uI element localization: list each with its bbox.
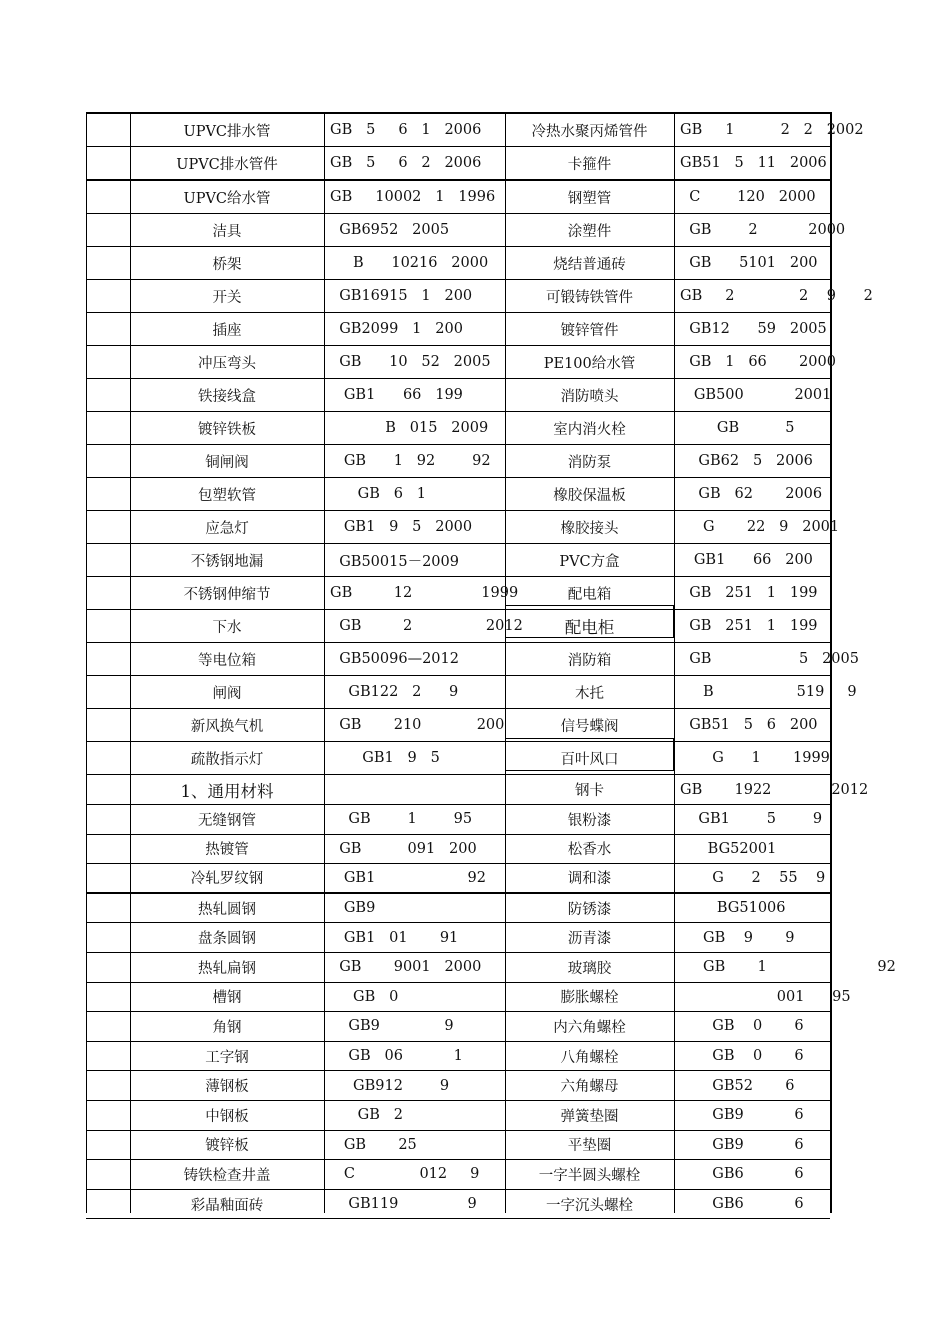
standard-code-cell: GB500 2001	[680, 387, 832, 403]
material-name-cell: 镀锌板	[205, 1138, 249, 1155]
standard-code-cell: GB 12 1999	[330, 585, 519, 601]
standard-code-cell: GB1 66 200	[680, 552, 813, 568]
material-name-cell: 消防喷头	[560, 388, 619, 405]
material-name-cell: 中钢板	[205, 1108, 249, 1125]
standard-code-cell: GB 1 92 92	[330, 453, 491, 469]
material-name-cell: 镀锌管件	[560, 322, 619, 339]
standard-code-cell: GB 5101 200	[680, 255, 818, 271]
material-name-cell: 一字沉头螺栓	[546, 1197, 633, 1214]
material-name-cell: 可锻铸铁管件	[546, 289, 633, 306]
material-name-cell: 热轧圆钢	[198, 901, 256, 918]
table-row	[86, 1101, 830, 1131]
material-name-cell: 铜闸阀	[205, 454, 249, 471]
standards-table	[86, 112, 896, 1214]
standard-code-cell: GB50015－2009	[330, 553, 459, 570]
material-name-cell: 不锈钢地漏	[190, 553, 264, 570]
material-name-cell: 铸铁检查井盖	[183, 1167, 271, 1184]
table-row	[86, 923, 830, 953]
table-row	[86, 147, 830, 181]
table-row	[86, 214, 846, 247]
material-name-cell: 等电位箱	[198, 652, 256, 669]
standard-code-cell: GB122 2 9	[330, 684, 459, 700]
standard-code-cell: G 22 9 2001	[680, 519, 840, 535]
standard-code-cell: GB 1922 2012	[680, 781, 869, 798]
standard-code-cell	[324, 775, 505, 804]
material-name-cell: 1、通用材料	[180, 781, 274, 801]
standard-code-cell: B 10216 2000	[330, 255, 489, 271]
material-name-cell: 消防泵	[567, 454, 612, 471]
material-name-cell: 配电柜	[564, 618, 615, 637]
standard-code-cell: GB 5 6 1 2006	[330, 122, 482, 138]
table-row	[86, 894, 830, 924]
standard-code-cell: GB 0	[330, 988, 399, 1005]
table-row	[86, 676, 857, 709]
standard-code-cell: GB 251 1 199	[680, 618, 818, 634]
standard-code-cell: GB2099 1 200	[330, 321, 463, 337]
standard-code-cell: GB 6 1	[330, 486, 426, 502]
material-name-cell: 闸阀	[212, 685, 242, 702]
material-name-cell: 薄钢板	[205, 1079, 249, 1096]
standard-code-cell: GB119 9	[330, 1196, 477, 1213]
standard-code-cell: GB1 9 5	[330, 750, 440, 766]
material-name-cell: 信号蝶阀	[560, 718, 619, 735]
table-row	[86, 313, 830, 346]
standard-code-cell: GB 25	[330, 1136, 417, 1153]
table-row	[86, 742, 830, 775]
standard-code-cell: GB912 9	[330, 1077, 450, 1094]
table-row	[86, 445, 830, 478]
material-name-cell: 新风换气机	[190, 718, 264, 735]
material-name-cell: 调和漆	[567, 871, 612, 888]
material-name-cell: 涂塑件	[567, 223, 612, 240]
standard-code-cell: G 1 1999	[680, 750, 830, 766]
table-row	[86, 478, 830, 511]
material-name-cell: 室内消火栓	[553, 421, 626, 438]
standard-code-cell: GB 1 95	[330, 811, 473, 828]
material-name-cell: 木托	[575, 685, 604, 702]
material-name-cell: 无缝钢管	[198, 812, 256, 829]
material-name-cell: UPVC排水管件	[176, 156, 278, 173]
material-name-cell: 沥青漆	[567, 931, 612, 948]
material-name-cell: 内六角螺栓	[553, 1019, 626, 1036]
material-name-cell: PVC方盒	[559, 553, 620, 570]
standard-code-cell: GB51 5 11 2006	[680, 155, 827, 171]
material-name-cell: 洁具	[212, 223, 242, 240]
material-name-cell: 应急灯	[205, 520, 249, 537]
standard-code-cell: C 012 9	[330, 1166, 480, 1183]
standard-code-cell: GB 091 200	[330, 840, 477, 857]
table-row	[86, 1160, 830, 1190]
material-name-cell: 不锈钢伸缩节	[183, 586, 271, 603]
material-name-cell: 一字半圆头螺栓	[538, 1167, 641, 1184]
material-name-cell: 防锈漆	[567, 901, 612, 918]
table-row	[86, 181, 830, 214]
standard-code-cell: GB 2	[330, 1107, 403, 1124]
standard-code-cell: G 2 55 9	[680, 869, 826, 886]
standard-code-cell: GB 1 92	[680, 959, 896, 976]
table-row	[86, 346, 836, 379]
material-name-cell: 百叶风口	[560, 751, 619, 768]
standard-code-cell: GB 0 6	[680, 1048, 804, 1065]
material-name-cell: 橡胶接头	[560, 520, 619, 537]
standard-code-cell: GB6952 2005	[330, 222, 450, 238]
standard-code-cell: GB 10002 1 1996	[330, 189, 496, 205]
standard-code-cell: GB9 6	[680, 1107, 804, 1124]
material-name-cell: UPVC排水管	[183, 123, 271, 140]
standard-code-cell: GB9 9	[330, 1018, 454, 1035]
standard-code-cell: GB 5	[680, 420, 795, 436]
material-name-cell: UPVC给水管	[183, 190, 271, 207]
table-row	[86, 864, 830, 894]
material-name-cell: 铁接线盒	[198, 388, 256, 405]
material-name-cell: 冷热水聚丙烯管件	[531, 123, 648, 140]
table-row	[86, 835, 830, 865]
material-name-cell: 盘条圆钢	[198, 931, 256, 948]
standard-code-cell: 001 95	[680, 988, 851, 1005]
table-row	[86, 114, 864, 147]
standard-code-cell: GB 210 200	[330, 717, 505, 733]
material-name-cell: 槽钢	[212, 990, 242, 1007]
standard-code-cell: GB 2 2000	[680, 222, 846, 238]
table-row	[86, 610, 830, 643]
standard-code-cell: GB16915 1 200	[330, 288, 473, 304]
standard-code-cell: GB9	[330, 900, 376, 917]
standard-code-cell: GB 2 2012	[330, 618, 523, 634]
material-name-cell: 烧结普通砖	[553, 256, 626, 273]
table-row	[86, 1190, 830, 1220]
material-name-cell: 热镀管	[205, 842, 249, 859]
table-row	[86, 775, 869, 805]
table-row	[86, 412, 830, 445]
table-row	[86, 1131, 830, 1161]
material-name-cell: 卡箍件	[567, 156, 612, 173]
material-name-cell: 消防箱	[567, 652, 612, 669]
standard-code-cell: GB 06 1	[330, 1048, 463, 1065]
material-name-cell: 包塑软管	[198, 487, 256, 504]
material-name-cell: 下水	[212, 619, 242, 636]
table-row	[86, 280, 873, 313]
table-row	[86, 511, 840, 544]
standard-code-cell: GB 251 1 199	[680, 585, 818, 601]
material-name-cell: 开关	[212, 289, 242, 306]
material-name-cell: 松香水	[567, 842, 612, 859]
material-name-cell: 银粉漆	[567, 812, 612, 829]
table-row	[86, 805, 830, 835]
standard-code-cell: GB50096—2012	[330, 651, 459, 667]
material-name-cell: 八角螺栓	[560, 1049, 619, 1066]
table-row	[86, 379, 830, 412]
standard-code-cell: B 015 2009	[330, 420, 489, 436]
standard-code-cell: GB1 66 199	[330, 387, 463, 403]
standard-code-cell: GB 0 6	[680, 1018, 804, 1035]
material-name-cell: 钢卡	[575, 783, 604, 799]
material-name-cell: 钢塑管	[567, 190, 612, 207]
standard-code-cell: GB52 6	[680, 1077, 795, 1094]
material-name-cell: 橡胶保温板	[553, 487, 626, 504]
material-name-cell: 桥架	[212, 256, 242, 273]
material-name-cell: 工字钢	[205, 1049, 249, 1066]
standard-code-cell: GB 10 52 2005	[330, 354, 491, 370]
material-name-cell: 配电箱	[567, 586, 612, 603]
standard-code-cell: GB 1 66 2000	[680, 354, 836, 370]
standard-code-cell: GB 5 6 2 2006	[330, 155, 482, 171]
table-row	[86, 1012, 830, 1042]
table-row	[86, 643, 859, 676]
material-name-cell: 插座	[212, 322, 242, 339]
material-name-cell: PE100给水管	[543, 355, 636, 372]
table-row	[86, 983, 851, 1013]
standard-code-cell: GB 62 2006	[680, 486, 823, 502]
table-row	[86, 247, 830, 280]
table-row	[86, 1042, 830, 1072]
material-name-cell: 冷轧罗纹钢	[190, 871, 264, 888]
standard-code-cell: GB1 5 9	[680, 811, 823, 828]
material-name-cell: 热轧扁钢	[198, 960, 256, 977]
material-name-cell: 玻璃胶	[567, 960, 612, 977]
table-row	[86, 953, 896, 983]
standard-code-cell: BG52001	[680, 840, 777, 857]
material-name-cell: 彩晶釉面砖	[190, 1197, 264, 1214]
standard-code-cell: GB 2 2 9 2	[680, 288, 873, 304]
standard-code-cell: GB51 5 6 200	[680, 717, 818, 733]
standard-code-cell: GB 5 2005	[680, 651, 859, 667]
material-name-cell: 六角螺母	[560, 1079, 619, 1096]
standard-code-cell: GB9 6	[680, 1136, 804, 1153]
standard-code-cell: GB62 5 2006	[680, 453, 813, 469]
standard-code-cell: GB 9 9	[680, 929, 795, 946]
standard-code-cell: GB1 9 5 2000	[330, 519, 473, 535]
standard-code-cell: B 519 9	[680, 684, 857, 700]
material-name-cell: 冲压弯头	[198, 355, 256, 372]
table-row	[86, 544, 830, 577]
standard-code-cell: GB 9001 2000	[330, 959, 482, 976]
material-name-cell: 角钢	[212, 1019, 242, 1036]
material-name-cell: 疏散指示灯	[190, 751, 264, 768]
table-row	[86, 1071, 830, 1101]
standard-code-cell: GB1 92	[330, 869, 486, 886]
material-name-cell: 平垫圈	[567, 1138, 612, 1155]
standard-code-cell: GB1 01 91	[330, 929, 459, 946]
standard-code-cell: BG51006	[680, 900, 786, 917]
table-row	[86, 709, 830, 742]
standard-code-cell: GB12 59 2005	[680, 321, 827, 337]
material-name-cell: 弹簧垫圈	[560, 1108, 619, 1125]
standard-code-cell: GB6 6	[680, 1166, 804, 1183]
standard-code-cell: GB6 6	[680, 1196, 804, 1213]
standard-code-cell: GB 1 2 2 2002	[680, 122, 864, 138]
material-name-cell: 膨胀螺栓	[560, 990, 619, 1007]
material-name-cell: 镀锌铁板	[198, 421, 256, 438]
table-row	[86, 577, 830, 610]
standard-code-cell: C 120 2000	[680, 189, 816, 205]
